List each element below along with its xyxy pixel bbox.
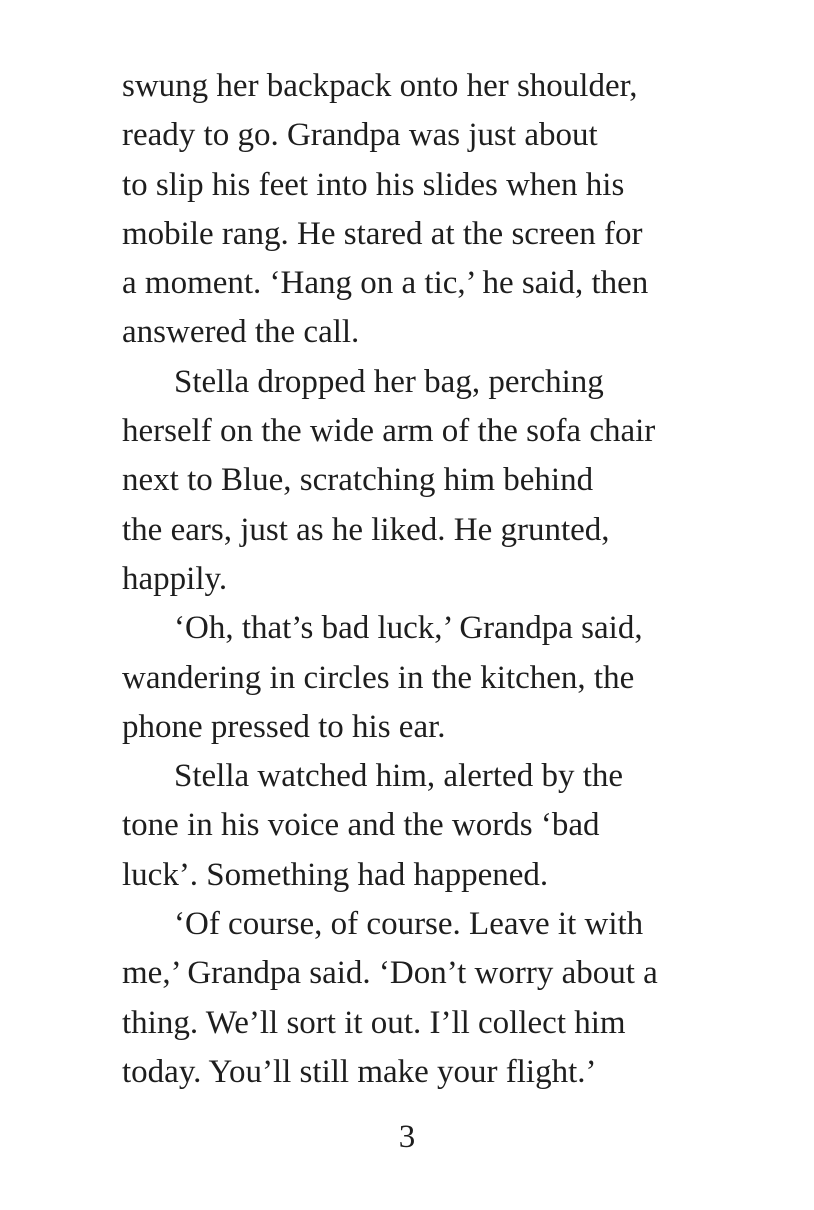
body-text (122, 62, 742, 1097)
text-line: today. You’ll still make your flight.’ (122, 1053, 597, 1090)
text-line: luck’. Something had happened. (122, 856, 549, 893)
text-line: mobile rang. He stared at the screen for (122, 215, 643, 252)
paragraph-first-line: Stella watched him, alerted by the (174, 758, 624, 795)
text-line: herself on the wide arm of the sofa chair (122, 413, 656, 450)
text-line: answered the call. (122, 314, 360, 351)
text-line: a moment. ‘Hang on a tic,’ he said, then (122, 265, 649, 302)
text-line: phone pressed to his ear. (122, 708, 446, 745)
text-line: tone in his voice and the words ‘bad (122, 807, 600, 844)
text-line: wandering in circles in the kitchen, the (122, 659, 635, 696)
paragraph-first-line: ‘Of course, of course. Leave it with (174, 906, 644, 943)
text-line: to slip his feet into his slides when his (122, 166, 625, 203)
text-line: swung her backpack onto her shoulder, (122, 68, 638, 104)
text-line: the ears, just as he liked. He grunted, (122, 511, 610, 548)
text-line: happily. (122, 560, 228, 597)
text-line: next to Blue, scratching him behind (122, 462, 594, 499)
paragraph-first-line: Stella dropped her bag, perching (174, 363, 604, 400)
text-line: thing. We’ll sort it out. I’ll collect him (122, 1004, 626, 1041)
paragraph-first-line: ‘Oh, that’s bad luck,’ Grandpa said, (174, 610, 643, 647)
text-line: me,’ Grandpa said. ‘Don’t worry about a (122, 955, 658, 992)
text-line: ready to go. Grandpa was just about (122, 117, 598, 154)
page-number: 3 (398, 1119, 416, 1155)
